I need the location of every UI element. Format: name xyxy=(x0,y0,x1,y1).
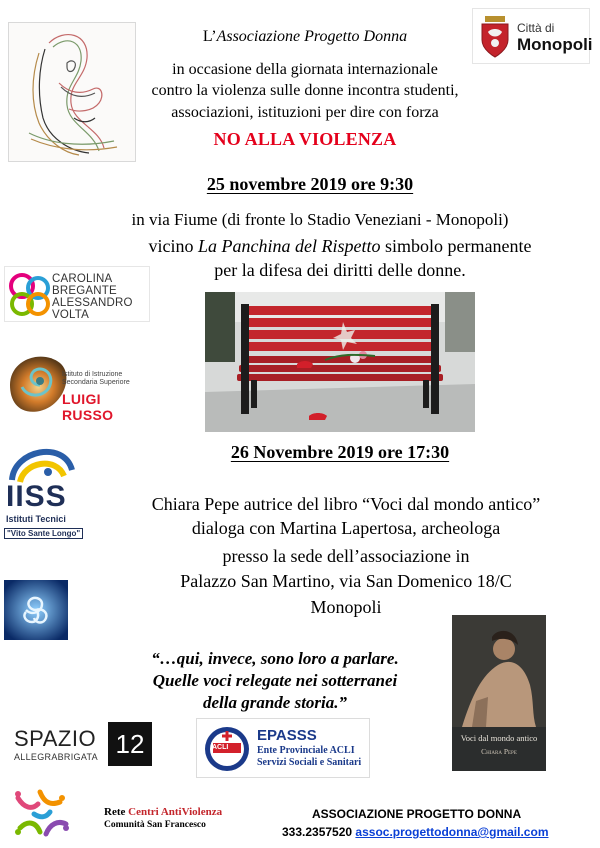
rete-centri-antiviolenza-symbol xyxy=(10,784,70,842)
russo-small-2: Secondaria Superiore xyxy=(62,379,130,386)
iiss-sub: Istituti Tecnici xyxy=(6,514,66,524)
event1-line2 xyxy=(100,235,580,257)
footer-phone: 333.2357520 xyxy=(282,825,353,839)
epasss-line1: Ente Provinciale ACLI xyxy=(257,745,355,756)
russo-small-1: Istituto di Istruzione xyxy=(62,371,123,378)
rete-sub: Comunità San Francesco xyxy=(104,820,206,830)
volta-school-logo xyxy=(4,266,150,322)
quote-line-3: della grande storia.” xyxy=(202,693,348,712)
epasss-acli-logo xyxy=(196,718,370,778)
city-crest-icon xyxy=(479,16,511,58)
event2-line3: presso la sede dell’associazione in xyxy=(222,546,470,566)
spazio-number: 12 xyxy=(108,722,152,766)
book-title: Voci dal mondo antico xyxy=(460,733,538,743)
volta-symbol-icon xyxy=(8,272,52,318)
dancing-figures-icon xyxy=(10,784,70,842)
red-bench-photo xyxy=(205,292,475,432)
footer-contact xyxy=(282,825,548,839)
epasss-title: EPASSS xyxy=(257,727,317,744)
event2-line1: Chiara Pepe autrice del libro “Voci dal mondo antico” xyxy=(151,494,541,514)
association-name: Associazione Progetto Donna xyxy=(216,28,408,45)
event2-line5: Monopoli xyxy=(310,597,382,617)
event1-line2-post: simbolo permanente xyxy=(380,236,532,256)
event2-line2: dialoga con Martina Lapertosa, archeologa xyxy=(191,518,501,538)
triskelion-icon xyxy=(4,580,68,640)
volta-line-1: CAROLINA xyxy=(52,273,113,285)
spazio-12-logo xyxy=(14,722,154,766)
volta-line-3: ALESSANDRO xyxy=(52,297,133,309)
iiss-name: "Vito Sante Longo" xyxy=(4,528,83,539)
book-author: Chiara Pepe xyxy=(481,747,517,756)
intro-line-1: in occasione della giornata internazionale xyxy=(172,61,438,78)
spazio-big: SPAZIO xyxy=(14,726,97,751)
epasss-line2: Servizi Sociali e Sanitari xyxy=(257,757,362,768)
iiss-arc-icon xyxy=(4,440,78,484)
rete-title xyxy=(104,806,222,818)
volta-line-2: BREGANTE xyxy=(52,285,117,297)
book-cover xyxy=(452,615,546,771)
triskelion-logo xyxy=(4,580,68,640)
city-of-monopoli-logo xyxy=(472,8,593,64)
event2-line4: Palazzo San Martino, via San Domenico 18/C xyxy=(180,571,512,591)
rete-title-pre: Rete xyxy=(104,806,129,818)
russo-name: LUIGI RUSSO xyxy=(62,391,114,423)
red-bench-icon xyxy=(205,292,475,432)
rete-title-red: Centri AntiViolenza xyxy=(128,806,223,818)
event2-date: 26 Novembre 2019 ore 17:30 xyxy=(230,442,450,462)
association-intro xyxy=(150,27,460,47)
iiss-vito-sante-longo-logo xyxy=(2,440,80,542)
footer-title: ASSOCIAZIONE PROGETTO DONNA xyxy=(312,807,522,821)
city-logo-line1: Città di xyxy=(517,21,555,35)
event1-line2-pre: vicino xyxy=(148,236,199,256)
book-cover-art-icon xyxy=(452,615,546,727)
iiss-big: IISS xyxy=(6,480,67,513)
event1-date: 25 novembre 2019 ore 9:30 xyxy=(206,174,414,194)
quote-line-1: “…qui, invece, sono loro a parlare. xyxy=(151,649,399,668)
association-prefix: L’ xyxy=(202,28,217,45)
intro-line-3: associazioni, istituzioni per dire con forza xyxy=(171,104,439,121)
intro-line-2: contro la violenza sulle donne incontra studenti, xyxy=(151,82,459,99)
luigi-russo-school-logo xyxy=(2,345,156,423)
quote-line-2: Quelle voci relegate nei sotterranei xyxy=(152,671,398,690)
spazio-sub: ALLEGRABRIGATA xyxy=(14,752,98,762)
acli-badge-label: ACLI xyxy=(212,744,229,751)
event1-line1: in via Fiume (di fronte lo Stadio Veneziani - Monopoli) xyxy=(131,210,509,229)
footer-email-link[interactable]: assoc.progettodonna@gmail.com xyxy=(355,825,549,839)
volta-line-4: VOLTA xyxy=(52,309,89,321)
bench-name: La Panchina del Rispetto xyxy=(198,236,381,256)
event1-line3: per la difesa dei diritti delle donne. xyxy=(214,260,466,280)
headline: NO ALLA VIOLENZA xyxy=(213,129,397,149)
city-logo-line2: Monopoli xyxy=(517,35,593,54)
